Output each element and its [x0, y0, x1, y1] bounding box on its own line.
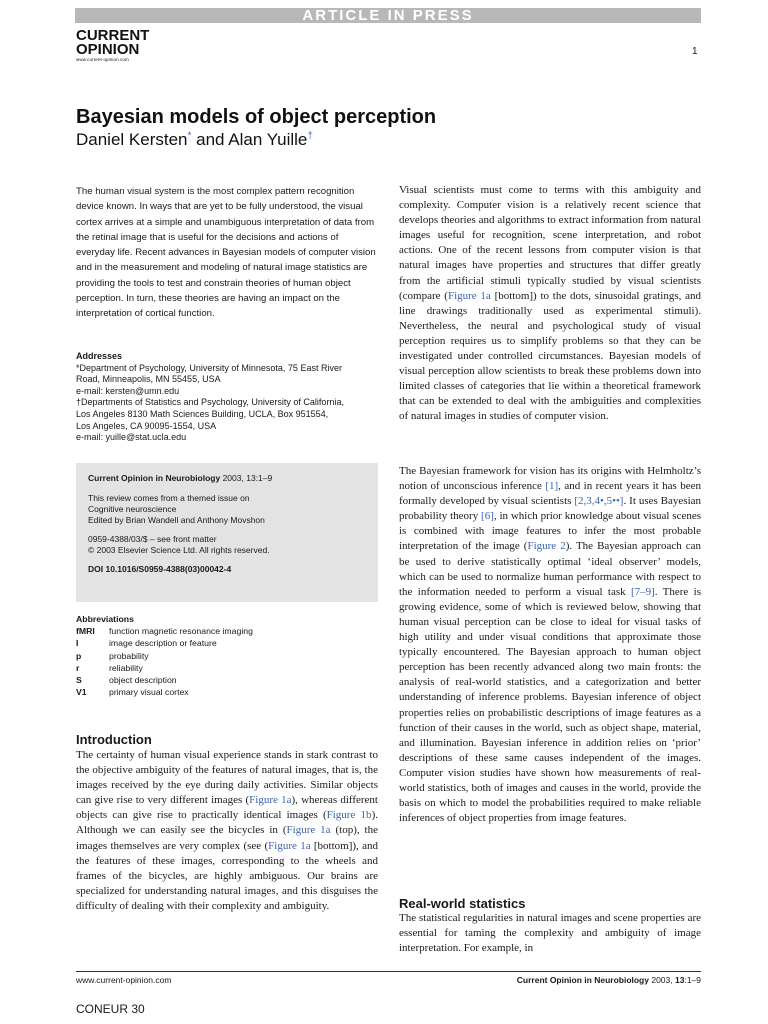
figure-link[interactable]: Figure 1a [286, 824, 331, 837]
right-paragraph-2 [399, 464, 701, 826]
info-theme-line: This review comes from a themed issue on [88, 493, 250, 503]
article-authors [76, 130, 313, 150]
info-theme: Cognitive neuroscience [88, 504, 177, 514]
info-editors: Edited by Brian Wandell and Anthony Movshon [88, 515, 265, 525]
r2-text-6: . There is growing evidence, some of which is reviewed below, showing that human visual perception can be close to ideal for visual tasks of high utility and under visual conditions that approximate those typically encountered. The Bayesian approach to human object perception has been recently advanced along two main fronts: the analysis of real-world statistics, and a categorization and better understanding of inference problems. Bayesian inference of object properties relies on probabilistic descriptions of image features as a function of their causes in the world, such as object shape, material, and illumination. Bayesian inference in addition relies on ‘prior’ descriptions of these same causes independent of the images. Computer vision studies have shown how measurements of real-world statistics, both of images and causes in the world, provide the basis on which to model the probabilities required to make reliable inferences of object properties from image features. [399, 585, 701, 825]
citation-link[interactable]: [7–9] [630, 585, 655, 598]
footer-divider [76, 971, 701, 972]
abbreviation-row [76, 637, 378, 649]
logo-line-2: OPINION [76, 41, 140, 58]
info-journal-name: Current Opinion in Neurobiology [88, 473, 221, 483]
address-line: *Department of Psychology, University of Minnesota, 75 East River [76, 362, 342, 373]
r2-text-3: . It uses Bayesian probability theory [399, 495, 702, 523]
abbreviation-row [76, 674, 378, 686]
article-title: Bayesian models of object perception [76, 106, 437, 128]
intro-text-4: (top), the images themselves are very complex (see ( [76, 824, 378, 852]
abbreviation-key: r [76, 662, 80, 673]
abbreviation-value: object description [109, 675, 177, 686]
info-copyright: © 2003 Elsevier Science Ltd. All rights reserved. [88, 545, 270, 555]
abbreviation-value: probability [109, 650, 149, 661]
article-in-press-banner: ARTICLE IN PRESS [75, 8, 701, 23]
abbreviations [76, 613, 378, 698]
abbreviation-row [76, 686, 378, 698]
citation-link[interactable]: [6] [481, 510, 494, 523]
logo-url: www.current-opinion.com [76, 57, 129, 62]
logo-line-1: CURRENT [76, 27, 150, 44]
intro-text-3: ). Although we can easily see the bicycles in ( [76, 809, 378, 837]
intro-text-2: ), whereas different objects can give rise to practically identical images ( [76, 794, 378, 822]
abbreviation-value: primary visual cortex [109, 687, 189, 698]
author-2-marker[interactable]: † [307, 130, 313, 142]
real-world-statistics-heading: Real-world statistics [399, 896, 526, 911]
footer-year: 2003, [648, 975, 675, 985]
abbreviation-value: image description or feature [109, 638, 217, 649]
address-line: Los Angeles, CA 90095-1554, USA [76, 420, 217, 431]
abstract: The human visual system is the most complex pattern recognition device known. In ways that are yet to be fully understood, the visual cortex arrives at a simple and unambiguous interpretation of data from the retinal image that is useful for the decisions and actions of everyday life. Recent advances in Bayesian models of computer vision and in the measurement and modeling of natural image statistics are providing the tools to test and constrain theories of human object perception. In turn, these theories are having an impact on the interpretation of cortical function. [76, 186, 376, 320]
author-1-marker[interactable]: * [187, 130, 192, 142]
address-email: e-mail: yuille@stat.ucla.edu [76, 432, 187, 443]
r1-text-1: Visual scientists must come to terms with this ambiguity and complexity. Computer vision is a relatively recent science that develops theories and algorithms to extract information from natural images useful for recognition, scene interpretation, and robot actions. One of the recent lessons from computer vision is that natural images have properties and structures that differ greatly from the artificial stimuli typically studied by visual scientists (compare ( [399, 184, 701, 302]
right-paragraph-1 [399, 183, 701, 425]
current-opinion-logo [76, 29, 149, 63]
intro-text-1: The certainty of human visual experience stands in stark contrast to the objective ambiguity of the features of natural images, that is, the images received by the eye during daily activities. Similar objects can give rise to very different images ( [76, 749, 378, 807]
author-1: Daniel Kersten [76, 130, 188, 149]
manuscript-id: CONEUR 30 [76, 1002, 145, 1016]
footer-citation [517, 975, 701, 985]
footer-journal: Current Opinion in Neurobiology [516, 975, 649, 985]
address-line: Los Angeles 8130 Math Sciences Building, UCLA, Box 951554, [76, 408, 329, 419]
introduction-heading: Introduction [76, 732, 152, 747]
real-world-statistics-text: The statistical regularities in natural images and scene properties are essential for taming the complexity and ambiguity of image interpretation. For example, in [399, 912, 701, 955]
address-line: Road, Minneapolis, MN 55455, USA [76, 374, 221, 385]
abbreviation-row [76, 650, 378, 662]
r1-text-2: [bottom]) to the dots, sinusoidal gratings, and line drawings traditionally used as experimental stimuli). Nevertheless, the neural and psychological study of visual perception requires us to simplify problems so that they can be investigated under controlled circumstances. Bayesian models of visual perception allow scientists to break these problems down into limited classes of categories that lie within a theoretical framework that can be extended to deal with the ambiguities and complexities of natural images in studies of computer vision. [399, 289, 701, 423]
info-journal [88, 473, 366, 484]
abbreviation-key: fMRI [76, 626, 95, 637]
author-2: Alan Yuille [228, 130, 308, 149]
address-email: e-mail: kersten@umn.edu [76, 385, 180, 396]
abbreviation-row [76, 662, 378, 674]
figure-link[interactable]: Figure 1b [326, 809, 372, 822]
r2-text-2: , and in recent years it has been formally developed by visual scientists [399, 480, 701, 508]
abbreviation-value: function magnetic resonance imaging [109, 626, 253, 637]
authors-and: and [191, 130, 229, 149]
footer-pages: :1–9 [684, 975, 701, 985]
intro-text-5: [bottom]), and the features of these images, corresponding to the wheels and frames of the bicycles, are highly ambiguous. Our brains are specialized for understanding natural images, and this disguises the difficulty of dealing with their complexity and ambiguity. [76, 839, 378, 912]
r2-text-1: The Bayesian framework for vision has its origins with Helmholtz’s notion of unconscious inference [399, 465, 701, 493]
page-number: 1 [692, 46, 698, 57]
r2-text-5: ). The Bayesian approach can be used to derive statistically optimal ‘ideal observer’ models, which can be used to normalize human performance with respect to the information needed to perform a visual task [399, 540, 701, 598]
citation-link[interactable]: [2,3,4•,5••] [574, 495, 624, 508]
footer-url[interactable]: www.current-opinion.com [76, 975, 172, 985]
journal-info-box [76, 463, 378, 602]
info-issn: 0959-4388/03/$ – see front matter [88, 534, 217, 544]
figure-link[interactable]: Figure 1a [447, 289, 491, 302]
info-journal-issue: 2003, 13:1–9 [220, 473, 273, 483]
citation-link[interactable]: [1] [545, 480, 559, 493]
abbreviation-value: reliability [109, 662, 143, 673]
introduction-text [76, 748, 378, 914]
footer-volume: 13 [674, 975, 685, 985]
addresses [76, 351, 378, 444]
addresses-heading: Addresses [76, 351, 123, 361]
info-doi[interactable]: DOI 10.1016/S0959-4388(03)00042-4 [88, 564, 232, 574]
abbreviation-key: p [76, 650, 82, 661]
abbreviations-heading: Abbreviations [76, 614, 134, 624]
figure-link[interactable]: Figure 1a [268, 839, 311, 852]
figure-link[interactable]: Figure 1a [249, 794, 292, 807]
figure-link[interactable]: Figure 2 [527, 540, 566, 553]
r2-text-4: , in which prior knowledge about visual scenes is combined with image features to infer the most probable interpretation of the image ( [399, 510, 701, 553]
abbreviation-row [76, 625, 378, 637]
abbreviation-key: S [76, 675, 82, 686]
abbreviation-key: V1 [76, 687, 87, 698]
address-line: †Departments of Statistics and Psychology, University of California, [76, 397, 344, 408]
abbreviation-key: I [76, 638, 79, 649]
